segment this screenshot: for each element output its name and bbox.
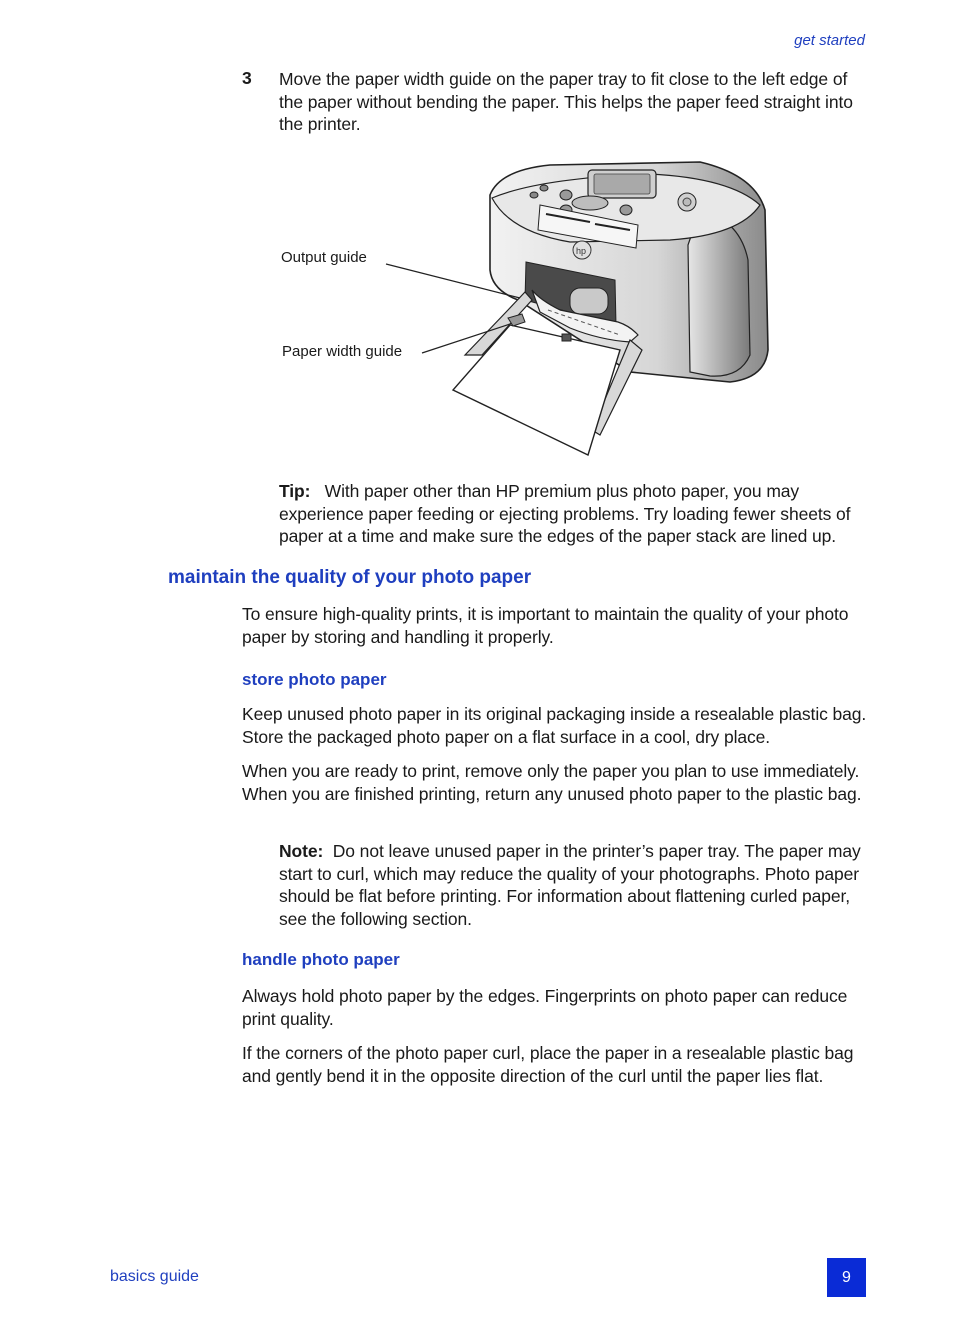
running-header: get started xyxy=(794,32,865,49)
page-number: 9 xyxy=(827,1258,866,1297)
handle-paragraph-1: Always hold photo paper by the edges. Fingerprints on photo paper can reduce print quality. xyxy=(242,986,848,1029)
label-paper-width-guide: Paper width guide xyxy=(282,343,403,360)
label-output-guide: Output guide xyxy=(281,249,367,266)
tip-block xyxy=(279,480,869,548)
svg-text:hp: hp xyxy=(576,246,587,256)
section-intro: To ensure high-quality prints, it is important to maintain the quality of your photo paper by storing and handling it properly. xyxy=(242,604,849,647)
handle-paragraph-2: If the corners of the photo paper curl, place the paper in a resealable plastic bag and gently bend it in the opposite direction of the curl until the paper lies flat. xyxy=(242,1043,854,1086)
subheading-store: store photo paper xyxy=(242,670,387,689)
printer-drawing xyxy=(270,150,790,470)
footer-guide-name: basics guide xyxy=(110,1268,199,1285)
tip-label: Tip: xyxy=(279,481,311,501)
note-block xyxy=(279,840,869,930)
nav-button xyxy=(572,196,608,210)
note-text: Do not leave unused paper in the printer’s paper tray. The paper may start to curl, which may reduce the quality of your photographs. Photo paper should be flat before printing. For information about flattening curled paper, see the following section. xyxy=(279,841,861,929)
section-heading: maintain the quality of your photo paper xyxy=(168,567,532,588)
store-paragraph-2: When you are ready to print, remove only the paper you plan to use immediately. When you are finished printing, return any unused photo paper to the plastic bag. xyxy=(242,761,862,804)
tip-text: With paper other than HP premium plus photo paper, you may experience paper feeding or ejecting problems. Try loading fewer sheets of paper at a time and make sure the edges of the paper stack are lined up. xyxy=(279,481,851,546)
subheading-handle: handle photo paper xyxy=(242,950,400,969)
step-text: Move the paper width guide on the paper tray to fit close to the left edge of the paper without bending the paper. This helps the paper feed straight into the printer. xyxy=(279,69,853,134)
step-number: 3 xyxy=(242,68,252,88)
store-paragraph-1: Keep unused photo paper in its original packaging inside a resealable plastic bag. Store the packaged photo paper on a flat surface in a cool, dry place. xyxy=(242,704,867,747)
printer-illustration xyxy=(270,150,790,470)
note-label: Note: xyxy=(279,841,324,861)
